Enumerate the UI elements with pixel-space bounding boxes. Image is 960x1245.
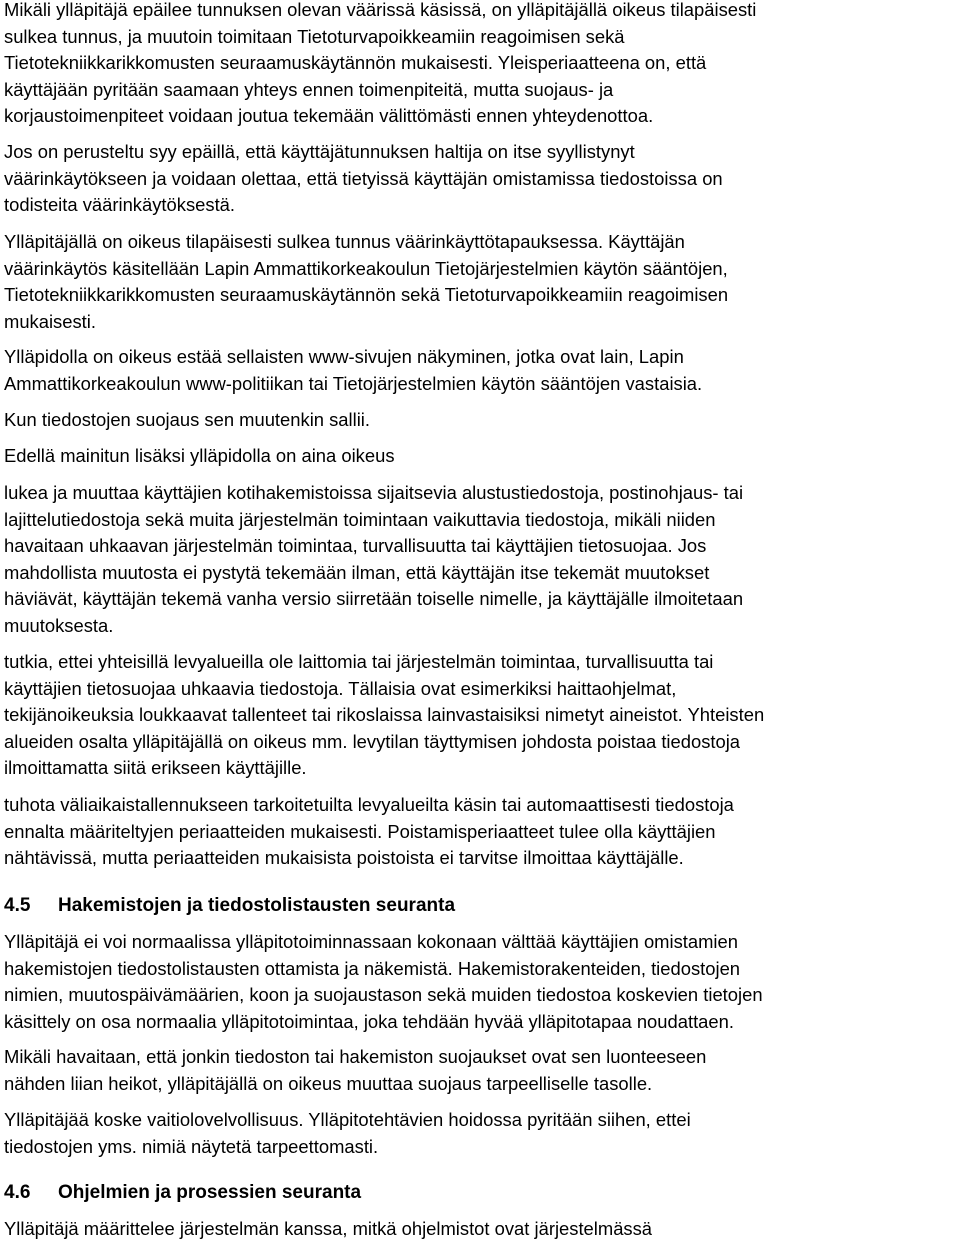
section-number: 4.5 bbox=[4, 895, 31, 916]
text-line: nähden liian heikot, ylläpitäjällä on oikeus muuttaa suojaus tarpeelliselle tasolle. bbox=[4, 1072, 653, 1094]
paragraph-temp-storage-cleanup bbox=[4, 792, 734, 872]
text-line: ennalta määriteltyjen periaatteiden mukaisesti. Poistamisperiaatteet tulee olla käyttäjien bbox=[4, 820, 716, 842]
text-line: Ammattikorkeakoulun www-politiikan tai Tietojärjestelmien käytön sääntöjen vastaisia. bbox=[4, 372, 703, 394]
text-line: Kun tiedostojen suojaus sen muutenkin sallii. bbox=[4, 409, 370, 430]
text-line: Tietotekniikkarikkomusten seuraamuskäytännön mukaisesti. Yleisperiaatteena on, että bbox=[4, 52, 707, 73]
text-line: mukaisesti. bbox=[4, 310, 96, 332]
paragraph-web-pages bbox=[4, 344, 702, 397]
text-line: häviävät, käyttäjän tekemä vanha versio siirretään toiselle nimelle, ja käyttäjälle ilmoitetaan bbox=[4, 588, 744, 609]
text-line: Ylläpidolla on oikeus estää sellaisten www-sivujen näkyminen, jotka ovat lain, Lapin bbox=[4, 346, 684, 367]
text-line: korjaustoimenpiteet voidaan joutua tekemään välittömästi ennen yhteydenottoa. bbox=[4, 105, 654, 126]
text-line: Ylläpitäjää koske vaitiolovelvollisuus. Ylläpitotehtävien hoidossa pyritään siihen, ettei bbox=[4, 1109, 691, 1130]
paragraph-admin-suspicion bbox=[4, 0, 756, 130]
paragraph-justified-suspicion bbox=[4, 139, 723, 219]
text-line: nähtävissä, mutta periaatteiden mukaisista poistoista ei tarvitse ilmoittaa käyttäjälle. bbox=[4, 847, 684, 868]
text-line: käsittely on osa normaalia ylläpitotoimintaa, joka tehdään hyvää ylläpitotapaa noudattaen. bbox=[4, 1010, 734, 1032]
section-number: 4.6 bbox=[4, 1182, 31, 1203]
text-line: Ylläpitäjällä on oikeus tilapäisesti sulkea tunnus väärinkäyttötapauksessa. Käyttäjän bbox=[4, 231, 685, 252]
section-heading-4-5 bbox=[4, 893, 455, 919]
text-line: alueiden osalta ylläpitäjällä on oikeus mm. levytilan täyttymisen johdosta poistaa tiedostoja bbox=[4, 730, 741, 752]
text-line: käyttäjien tietosuojaa uhkaavia tiedostoja. Tällaisia ovat esimerkiksi haittaohjelmat, bbox=[4, 677, 677, 699]
text-line: hakemistojen tiedostolistausten ottamista ja näkemistä. Hakemistorakenteiden, tiedostojen bbox=[4, 957, 741, 979]
paragraph-directory-listings bbox=[4, 929, 763, 1035]
text-line: Mikäli havaitaan, että jonkin tiedoston tai hakemiston suojaukset ovat sen luonteeseen bbox=[4, 1046, 707, 1067]
text-line: tekijänoikeuksia loukkaavat tallenteet tai rikoslaissa lainvastaisiksi nimetyt aineistot. Yhteisten bbox=[4, 704, 765, 725]
paragraph-weak-protections bbox=[4, 1044, 706, 1097]
section-title: Hakemistojen ja tiedostolistausten seuranta bbox=[58, 895, 456, 916]
section-heading-4-6 bbox=[4, 1180, 361, 1206]
text-line: Edellä mainitun lisäksi ylläpidolla on aina oikeus bbox=[4, 445, 395, 466]
text-line: Jos on perusteltu syy epäillä, että käyttäjätunnuksen haltija on itse syyllistynyt bbox=[4, 141, 635, 162]
text-line: Tietotekniikkarikkomusten seuraamuskäytännön sekä Tietoturvapoikkeamiin reagoimisen bbox=[4, 284, 729, 305]
text-line: väärinkäytökseen ja voidaan olettaa, että tietyissä käyttäjän omistamissa tiedostoissa on bbox=[4, 167, 723, 189]
text-line: tiedostojen yms. nimiä näytetä tarpeettomasti. bbox=[4, 1135, 379, 1157]
text-line: väärinkäytös käsitellään Lapin Ammattikorkeakoulun Tietojärjestelmien käytön sääntöjen, bbox=[4, 257, 728, 279]
text-line: Ylläpitäjä ei voi normaalissa ylläpitotoiminnassaan kokonaan välttää käyttäjien omistamien bbox=[4, 931, 738, 952]
text-line: todisteita väärinkäytöksestä. bbox=[4, 194, 236, 215]
text-line: mahdollista muutosta ei pystytä tekemään ilman, että käyttäjän itse tekemät muutokset bbox=[4, 561, 710, 583]
text-line: havaitaan uhkaavan järjestelmän toimintaa, turvallisuutta tai käyttäjien tietosuojaa. Jos bbox=[4, 535, 707, 556]
text-line: Ylläpitäjä määrittelee järjestelmän kanssa, mitkä ohjelmistot ovat järjestelmässä bbox=[4, 1218, 653, 1239]
text-line: nimien, muutospäivämäärien, koon ja suojaustason sekä muiden tiedostoa koskevien tietojen bbox=[4, 984, 763, 1005]
text-line: Mikäli ylläpitäjä epäilee tunnuksen olevan väärissä käsissä, on ylläpitäjällä oikeus tilapäisesti bbox=[4, 0, 757, 20]
paragraph-admin-rights-intro bbox=[4, 443, 395, 470]
paragraph-read-modify-files bbox=[4, 480, 743, 639]
section-title: Ohjelmien ja prosessien seuranta bbox=[58, 1182, 362, 1203]
text-line: ilmoittamatta siitä erikseen käyttäjille. bbox=[4, 757, 307, 778]
text-line: muutoksesta. bbox=[4, 614, 114, 636]
text-line: käyttäjään pyritään saamaan yhteys ennen toimenpiteitä, mutta suojaus- ja bbox=[4, 78, 614, 100]
paragraph-file-protection bbox=[4, 407, 370, 434]
text-line: sulkea tunnus, ja muutoin toimitaan Tietoturvapoikkeamiin reagoimisen sekä bbox=[4, 25, 625, 47]
text-line: lajittelutiedostoja sekä muita järjestelmän toimintaan vaikuttavia tiedostoja, mikäli niiden bbox=[4, 508, 716, 530]
text-line: lukea ja muuttaa käyttäjien kotihakemistoissa sijaitsevia alustustiedostoja, postinohjaus- tai bbox=[4, 482, 744, 503]
paragraph-inspect-shared-disks bbox=[4, 649, 764, 782]
text-line: tutkia, ettei yhteisillä levyalueilla ole laittomia tai järjestelmän toimintaa, turvallisuutta tai bbox=[4, 651, 714, 672]
text-line: tuhota väliaikaistallennukseen tarkoitetuilta levyalueilta käsin tai automaattisesti tiedostoja bbox=[4, 794, 734, 815]
paragraph-program-monitoring bbox=[4, 1216, 652, 1243]
paragraph-confidentiality bbox=[4, 1107, 691, 1160]
paragraph-account-suspension bbox=[4, 229, 728, 335]
